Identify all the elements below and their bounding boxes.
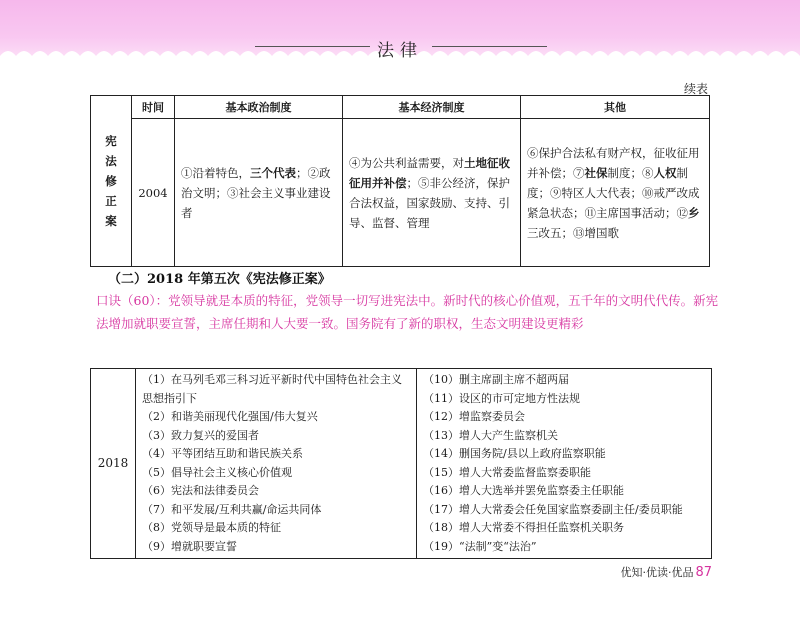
row-label-char: 案 — [105, 214, 117, 228]
footer-slogan: 优知·优读·优品 — [620, 566, 694, 579]
page-footer — [620, 564, 712, 580]
item-text: 增人大常委会任免国家监察委副主任/委员职能 — [459, 502, 683, 516]
row-label-char: 宪 — [105, 134, 117, 148]
col-header-economic: 基本经济制度 — [343, 96, 521, 119]
item-text: 增人大常委不得担任监察机关职务 — [459, 521, 624, 534]
economic-cell — [343, 119, 521, 267]
item-text: 和谐美丽现代化强国/伟大复兴 — [171, 410, 318, 423]
table-header-row — [91, 96, 710, 119]
item-number: （1） — [142, 373, 171, 386]
item-number: （3） — [142, 428, 171, 442]
list-item — [423, 390, 705, 409]
item-number: （12） — [423, 410, 459, 423]
year-cell: 2018 — [91, 369, 136, 559]
mnemonic-text: 口诀（60）：党领导就是本质的特征，党领导一切写进宪法中。新时代的核心价值观，五千年的文明代代传。新宪法增加就职要宣誓，主席任期和人大要一致。国务院有了新的职权，生态文明建设更精彩 — [96, 293, 719, 331]
year-cell: 2004 — [132, 119, 175, 267]
item-text: 倡导社会主义核心价值观 — [171, 465, 292, 479]
item-number: （13） — [423, 428, 459, 442]
amendment-list-left — [136, 369, 417, 559]
item-number: （5） — [142, 465, 171, 479]
item-text: 致力复兴的爱国者 — [171, 428, 259, 442]
item-text: 和平发展/互利共赢/命运共同体 — [171, 502, 322, 516]
row-label-char: 法 — [105, 154, 117, 168]
list-item — [142, 371, 410, 408]
amendment-list-right — [417, 369, 712, 559]
list-item — [423, 519, 705, 538]
page-header-title: 法律 — [377, 41, 423, 61]
text-run: 制度；⑧ — [607, 165, 654, 180]
item-number: （11） — [423, 391, 459, 405]
amendment-table-2004 — [90, 95, 710, 267]
row-label-char: 正 — [105, 194, 117, 208]
col-header-political: 基本政治制度 — [175, 96, 343, 119]
other-cell — [521, 119, 710, 267]
item-number: （14） — [423, 447, 459, 460]
item-text: 增监察委员会 — [459, 410, 525, 423]
item-number: （15） — [423, 465, 459, 479]
section-title: （二）2018 年第五次《宪法修正案》 — [108, 272, 331, 287]
list-item — [423, 464, 705, 483]
list-item — [142, 445, 410, 464]
item-text: 删国务院/县以上政府监察职能 — [459, 447, 606, 460]
list-item — [142, 501, 410, 520]
item-number: （4） — [142, 447, 171, 460]
text-run: ；②政治文明；③社会主义事业建设者 — [181, 165, 331, 220]
item-number: （7） — [142, 502, 171, 516]
item-text: 增人大选举并罢免监察委主任职能 — [459, 484, 624, 497]
text-run: 制度；⑨特区人大代表；⑩戒严改成紧急状态；⑪主席国事活动；⑫ — [527, 165, 700, 220]
list-item — [423, 371, 705, 390]
bold-run: 三个代表 — [250, 165, 296, 180]
text-run: ；⑤非公经济，保护合法权益，国家鼓励、支持、引导、监督、管理 — [349, 175, 510, 230]
item-number: （6） — [142, 484, 171, 497]
row-label-cell — [91, 96, 132, 267]
item-number: （16） — [423, 484, 459, 497]
list-item — [142, 538, 410, 557]
bold-run: 人权 — [653, 165, 677, 180]
list-item — [423, 538, 705, 557]
amendment-table-2018 — [90, 368, 712, 559]
list-item — [142, 427, 410, 446]
page-number: 87 — [695, 565, 712, 580]
row-label-char: 修 — [105, 174, 117, 188]
political-cell — [175, 119, 343, 267]
list-item — [423, 482, 705, 501]
list-item — [142, 408, 410, 427]
item-text: 在马列毛邓三科习近平新时代中国特色社会主义思想指引下 — [142, 373, 402, 405]
col-header-other: 其他 — [521, 96, 710, 119]
list-item — [142, 464, 410, 483]
bold-run: 乡 — [688, 205, 700, 220]
item-text: 删主席副主席不超两届 — [459, 373, 569, 386]
list-item — [423, 501, 705, 520]
item-text: 宪法和法律委员会 — [171, 484, 259, 497]
text-run: 三改五；⑬增国歌 — [527, 225, 619, 240]
text-run: ⑥保护合法私有财产权，征收征用并补偿；⑦ — [527, 145, 700, 180]
table-row — [91, 119, 710, 267]
item-text: 平等团结互助和谐民族关系 — [171, 447, 303, 460]
item-text: 设区的市可定地方性法规 — [459, 391, 580, 405]
item-number: （18） — [423, 521, 459, 534]
col-header-time: 时间 — [132, 96, 175, 119]
list-item — [423, 427, 705, 446]
item-number: （8） — [142, 521, 171, 534]
text-run: ④为公共利益需要，对 — [349, 155, 464, 170]
item-text: 增就职要宣誓 — [171, 539, 237, 553]
list-item — [423, 445, 705, 464]
bold-run: 社保 — [584, 165, 608, 180]
item-number: （17） — [423, 502, 459, 516]
item-number: （9） — [142, 539, 171, 553]
list-item — [142, 519, 410, 538]
item-number: （10） — [423, 373, 459, 386]
item-text: 增人大常委监督监察委职能 — [459, 465, 591, 479]
list-item — [423, 408, 705, 427]
item-text: “法制”变“法治” — [459, 539, 537, 553]
continued-label: 续表 — [683, 82, 708, 96]
list-item — [142, 482, 410, 501]
item-text: 党领导是最本质的特征 — [171, 521, 281, 534]
item-number: （19） — [423, 539, 459, 553]
item-number: （2） — [142, 410, 171, 423]
bold-run: 土地征收征用并补偿 — [349, 155, 510, 190]
text-run: ①沿着特色， — [181, 165, 250, 180]
item-text: 增人大产生监察机关 — [459, 428, 558, 442]
table-row — [91, 369, 712, 559]
